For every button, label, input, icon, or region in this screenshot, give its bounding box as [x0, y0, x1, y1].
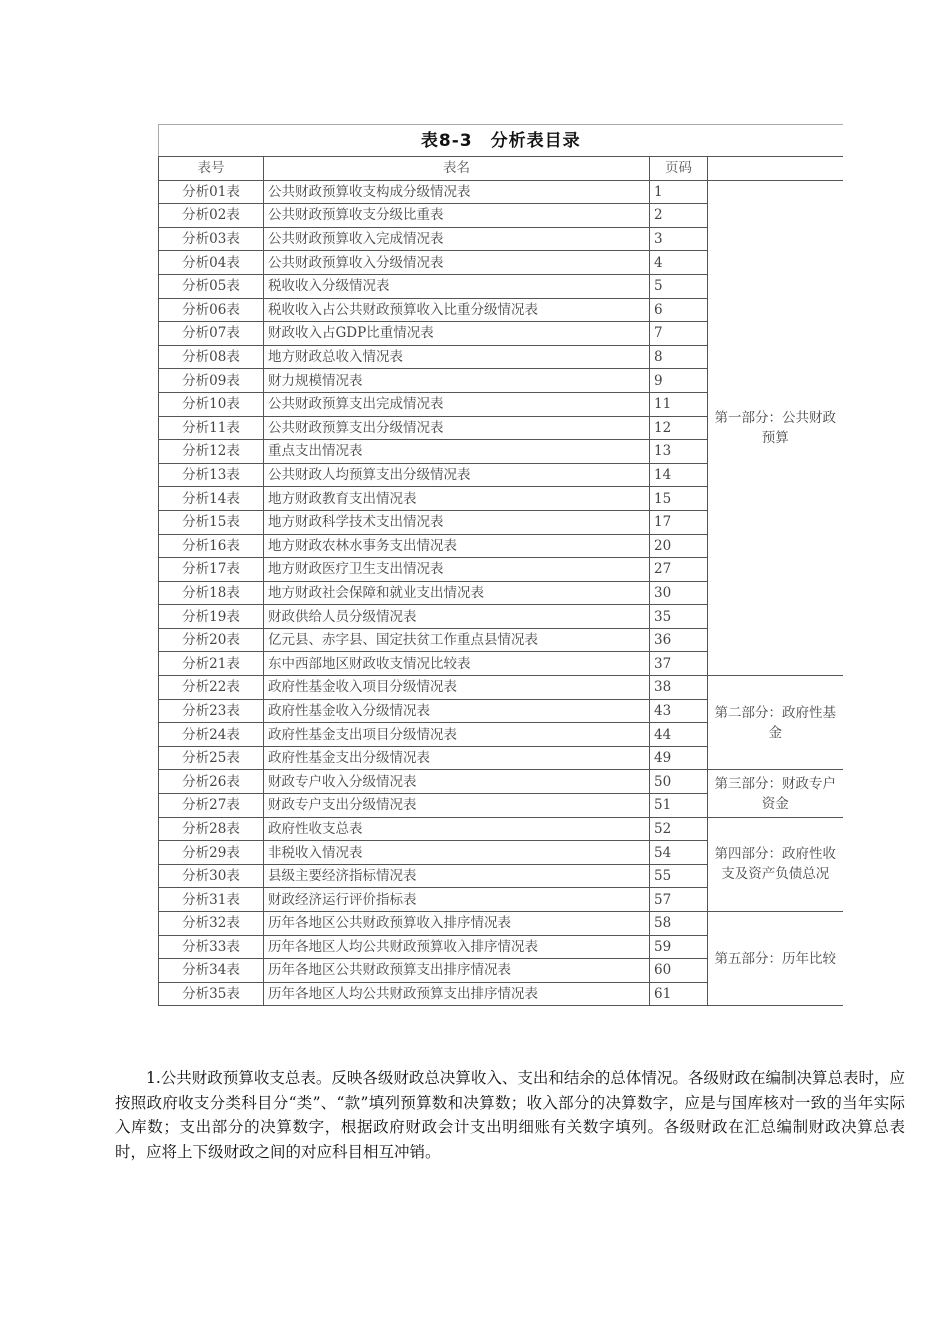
- row-page: 13: [650, 440, 708, 464]
- row-code: 分析29表: [159, 841, 264, 865]
- row-name: 政府性收支总表: [264, 817, 650, 841]
- row-name: 历年各地区人均公共财政预算收入排序情况表: [264, 935, 650, 959]
- table-row: [159, 180, 843, 204]
- row-name: 县级主要经济指标情况表: [264, 864, 650, 888]
- row-page: 51: [650, 794, 708, 818]
- row-page: 17: [650, 510, 708, 534]
- row-name: 政府性基金收入项目分级情况表: [264, 676, 650, 700]
- row-page: 38: [650, 676, 708, 700]
- table-row: [159, 676, 843, 700]
- row-name: 财政经济运行评价指标表: [264, 888, 650, 912]
- row-code: 分析18表: [159, 581, 264, 605]
- row-page: 43: [650, 699, 708, 723]
- row-name: 历年各地区公共财政预算收入排序情况表: [264, 912, 650, 936]
- row-page: 35: [650, 605, 708, 629]
- row-page: 14: [650, 463, 708, 487]
- row-name: 地方财政农林水事务支出情况表: [264, 534, 650, 558]
- row-name: 财力规模情况表: [264, 369, 650, 393]
- row-page: 30: [650, 581, 708, 605]
- row-code: 分析19表: [159, 605, 264, 629]
- row-code: 分析31表: [159, 888, 264, 912]
- row-page: 59: [650, 935, 708, 959]
- row-name: 财政专户收入分级情况表: [264, 770, 650, 794]
- row-name: 公共财政人均预算支出分级情况表: [264, 463, 650, 487]
- row-name: 亿元县、赤字县、国定扶贫工作重点县情况表: [264, 628, 650, 652]
- row-name: 公共财政预算收入完成情况表: [264, 227, 650, 251]
- row-name: 政府性基金支出项目分级情况表: [264, 723, 650, 747]
- row-page: 11: [650, 392, 708, 416]
- header-name: 表名: [264, 157, 650, 181]
- row-page: 54: [650, 841, 708, 865]
- section-label: 第二部分：政府性基金: [708, 676, 843, 770]
- row-page: 2: [650, 204, 708, 228]
- row-code: 分析13表: [159, 463, 264, 487]
- row-name: 公共财政预算支出完成情况表: [264, 392, 650, 416]
- table-header-row: [159, 157, 843, 181]
- row-code: 分析01表: [159, 180, 264, 204]
- row-code: 分析03表: [159, 227, 264, 251]
- row-code: 分析07表: [159, 322, 264, 346]
- row-page: 36: [650, 628, 708, 652]
- row-name: 财政供给人员分级情况表: [264, 605, 650, 629]
- row-code: 分析10表: [159, 392, 264, 416]
- row-page: 58: [650, 912, 708, 936]
- row-name: 地方财政总收入情况表: [264, 345, 650, 369]
- row-page: 5: [650, 274, 708, 298]
- header-page: 页码: [650, 157, 708, 181]
- table-row: [159, 912, 843, 936]
- row-code: 分析06表: [159, 298, 264, 322]
- row-code: 分析17表: [159, 558, 264, 582]
- row-page: 52: [650, 817, 708, 841]
- row-name: 公共财政预算收入分级情况表: [264, 251, 650, 275]
- row-page: 27: [650, 558, 708, 582]
- row-name: 非税收入情况表: [264, 841, 650, 865]
- row-name: 地方财政科学技术支出情况表: [264, 510, 650, 534]
- row-page: 49: [650, 746, 708, 770]
- row-page: 15: [650, 487, 708, 511]
- row-code: 分析27表: [159, 794, 264, 818]
- section-label: 第一部分：公共财政预算: [708, 180, 843, 675]
- row-name: 历年各地区人均公共财政预算支出排序情况表: [264, 982, 650, 1006]
- row-page: 37: [650, 652, 708, 676]
- row-page: 20: [650, 534, 708, 558]
- row-page: 3: [650, 227, 708, 251]
- row-code: 分析34表: [159, 959, 264, 983]
- row-name: 公共财政预算支出分级情况表: [264, 416, 650, 440]
- row-name: 税收收入分级情况表: [264, 274, 650, 298]
- row-code: 分析12表: [159, 440, 264, 464]
- row-code: 分析25表: [159, 746, 264, 770]
- table-title: 表8-3 分析表目录: [159, 125, 843, 157]
- row-page: 44: [650, 723, 708, 747]
- table-title-row: [159, 125, 843, 157]
- row-code: 分析05表: [159, 274, 264, 298]
- catalog-table: [158, 124, 843, 1006]
- row-name: 地方财政教育支出情况表: [264, 487, 650, 511]
- row-code: 分析02表: [159, 204, 264, 228]
- row-code: 分析22表: [159, 676, 264, 700]
- row-page: 12: [650, 416, 708, 440]
- row-code: 分析09表: [159, 369, 264, 393]
- row-page: 6: [650, 298, 708, 322]
- row-code: 分析33表: [159, 935, 264, 959]
- row-name: 财政收入占GDP比重情况表: [264, 322, 650, 346]
- section-label: 第三部分：财政专户资金: [708, 770, 843, 817]
- row-page: 61: [650, 982, 708, 1006]
- row-page: 1: [650, 180, 708, 204]
- row-page: 55: [650, 864, 708, 888]
- row-name: 地方财政医疗卫生支出情况表: [264, 558, 650, 582]
- row-name: 公共财政预算收支分级比重表: [264, 204, 650, 228]
- row-code: 分析32表: [159, 912, 264, 936]
- row-name: 公共财政预算收支构成分级情况表: [264, 180, 650, 204]
- row-page: 57: [650, 888, 708, 912]
- table-row: [159, 770, 843, 794]
- row-code: 分析15表: [159, 510, 264, 534]
- row-name: 财政专户支出分级情况表: [264, 794, 650, 818]
- row-name: 历年各地区公共财政预算支出排序情况表: [264, 959, 650, 983]
- header-code: 表号: [159, 157, 264, 181]
- table-row: [159, 817, 843, 841]
- row-page: 60: [650, 959, 708, 983]
- row-page: 7: [650, 322, 708, 346]
- section-label: 第五部分：历年比较: [708, 912, 843, 1006]
- row-page: 50: [650, 770, 708, 794]
- row-code: 分析28表: [159, 817, 264, 841]
- row-code: 分析21表: [159, 652, 264, 676]
- row-name: 税收收入占公共财政预算收入比重分级情况表: [264, 298, 650, 322]
- row-name: 政府性基金支出分级情况表: [264, 746, 650, 770]
- row-name: 重点支出情况表: [264, 440, 650, 464]
- row-code: 分析11表: [159, 416, 264, 440]
- row-code: 分析04表: [159, 251, 264, 275]
- section-label: 第四部分：政府性收支及资产负债总况: [708, 817, 843, 911]
- row-code: 分析16表: [159, 534, 264, 558]
- row-code: 分析30表: [159, 864, 264, 888]
- body-paragraph: [115, 1066, 905, 1164]
- row-code: 分析08表: [159, 345, 264, 369]
- row-name: 地方财政社会保障和就业支出情况表: [264, 581, 650, 605]
- row-name: 东中西部地区财政收支情况比较表: [264, 652, 650, 676]
- row-code: 分析23表: [159, 699, 264, 723]
- row-page: 8: [650, 345, 708, 369]
- row-code: 分析24表: [159, 723, 264, 747]
- header-section-blank: [708, 157, 843, 181]
- row-page: 4: [650, 251, 708, 275]
- row-code: 分析26表: [159, 770, 264, 794]
- row-code: 分析20表: [159, 628, 264, 652]
- paragraph-text: 1.公共财政预算收支总表。反映各级财政总决算收入、支出和结余的总体情况。各级财政在编制决算总表时，应按照政府收支分类科目分“类”、“款”填列预算数和决算数；收入部分的决算数字，应是与国库核对一致的当年实际入库数；支出部分的决算数字，根据政府财政会计支出明细账有关数字填列。各级财政在汇总编制财政决算总表时，应将上下级财政之间的对应科目相互冲销。: [115, 1069, 905, 1161]
- row-page: 9: [650, 369, 708, 393]
- row-code: 分析14表: [159, 487, 264, 511]
- catalog-table-container: [158, 124, 842, 1006]
- row-name: 政府性基金收入分级情况表: [264, 699, 650, 723]
- row-code: 分析35表: [159, 982, 264, 1006]
